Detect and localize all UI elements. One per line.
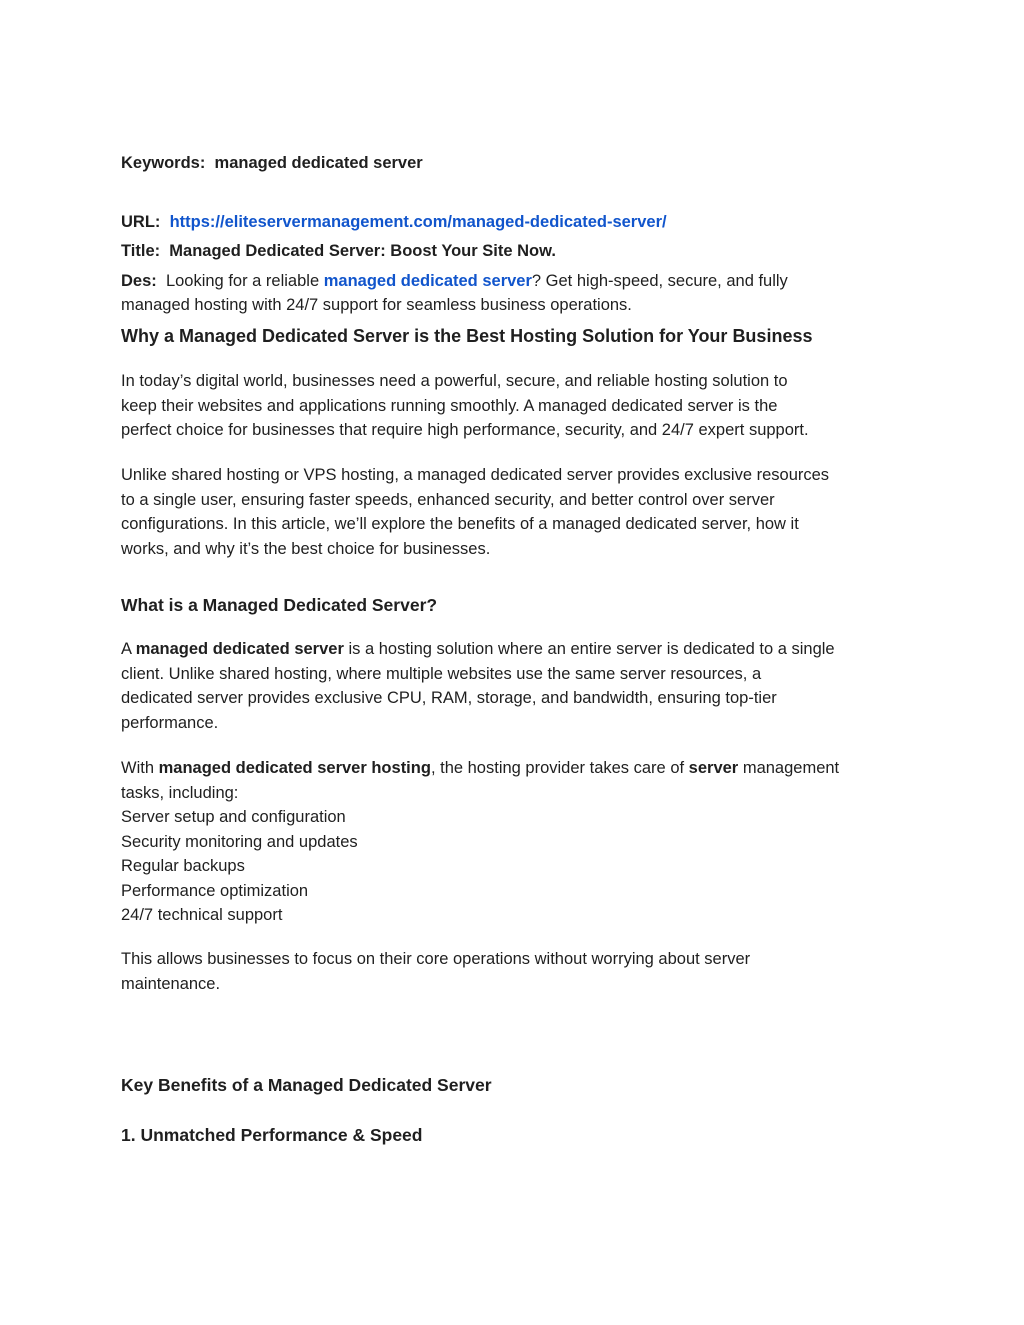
what-is-paragraph-3 [121,947,911,996]
s1p1-line: client. Unlike shared hosting, where multiple websites use the same server resources, a [121,664,762,683]
keywords-line [121,151,911,175]
intro-p2-line: Unlike shared hosting or VPS hosting, a managed dedicated server provides exclusive resources [121,466,830,484]
intro-paragraph-1 [121,369,911,443]
task-list-item: Regular backups [121,857,245,875]
s1p2-end: management [742,759,840,777]
s1p1-bold: managed dedicated server [135,640,344,658]
title-line [121,239,911,263]
s1p1-rest: is a hosting solution where an entire server is dedicated to a single [348,640,835,658]
intro-p1-line: keep their websites and applications running smoothly. A managed dedicated server is the [121,396,778,415]
s1p1-prefix: A [121,640,132,658]
s1p2-bold-hosting: managed dedicated server hosting [158,759,431,777]
what-is-paragraph-1 [121,637,911,735]
intro-p1-line: In today’s digital world, businesses need a powerful, secure, and reliable hosting solution to [121,372,788,390]
s1p2-line-2: tasks, including: [121,783,239,802]
des-text-after: ? Get high-speed, secure, and fully [531,272,788,290]
des-label: Des: [121,272,157,290]
s1p2-mid: , the hosting provider takes care of [430,759,685,777]
title-label: Title: [121,242,161,260]
url-label: URL: [121,213,161,231]
s1p1-line: dedicated server provides exclusive CPU, RAM, storage, and bandwidth, ensuring top-tier [121,689,777,707]
des-line-2: managed hosting with 24/7 support for seamless business operations. [121,296,632,314]
url-line [121,210,911,234]
keywords-value: managed dedicated server [214,154,423,172]
s1p2-with: With [121,759,154,777]
section-heading-what-is: What is a Managed Dedicated Server? [121,595,438,615]
keywords-label: Keywords: [121,154,206,172]
des-text-before: Looking for a reliable [165,272,320,290]
section-heading-key-benefits: Key Benefits of a Managed Dedicated Server [121,1075,492,1095]
task-list-item: 24/7 technical support [121,906,283,924]
what-is-paragraph-2 [121,756,911,928]
s1p3-line: maintenance. [121,974,221,993]
task-list-item: Performance optimization [121,881,309,900]
des-keyword-link[interactable]: managed dedicated server [323,272,532,290]
title-value: Managed Dedicated Server: Boost Your Site Now. [169,242,556,260]
task-list-item: Security monitoring and updates [121,832,358,851]
description-block [121,269,911,317]
s1p3-line: This allows businesses to focus on their core operations without worrying about server [121,950,751,968]
intro-p2-line: to a single user, ensuring faster speeds, enhanced security, and better control over server [121,490,775,509]
intro-p1-line: perfect choice for businesses that require high performance, security, and 24/7 expert support. [121,421,809,439]
intro-p2-line: works, and why it’s the best choice for businesses. [121,539,491,558]
url-link[interactable]: https://eliteservermanagement.com/managed-dedicated-server/ [169,213,667,231]
benefit-heading-1: 1. Unmatched Performance & Speed [121,1125,423,1145]
s1p2-bold-server: server [688,759,739,777]
intro-paragraph-2 [121,463,911,561]
main-heading: Why a Managed Dedicated Server is the Best Hosting Solution for Your Business [121,326,813,346]
intro-p2-line: configurations. In this article, we’ll explore the benefits of a managed dedicated server, how it [121,515,799,533]
s1p1-line: performance. [121,713,219,732]
task-list-item: Server setup and configuration [121,808,346,826]
